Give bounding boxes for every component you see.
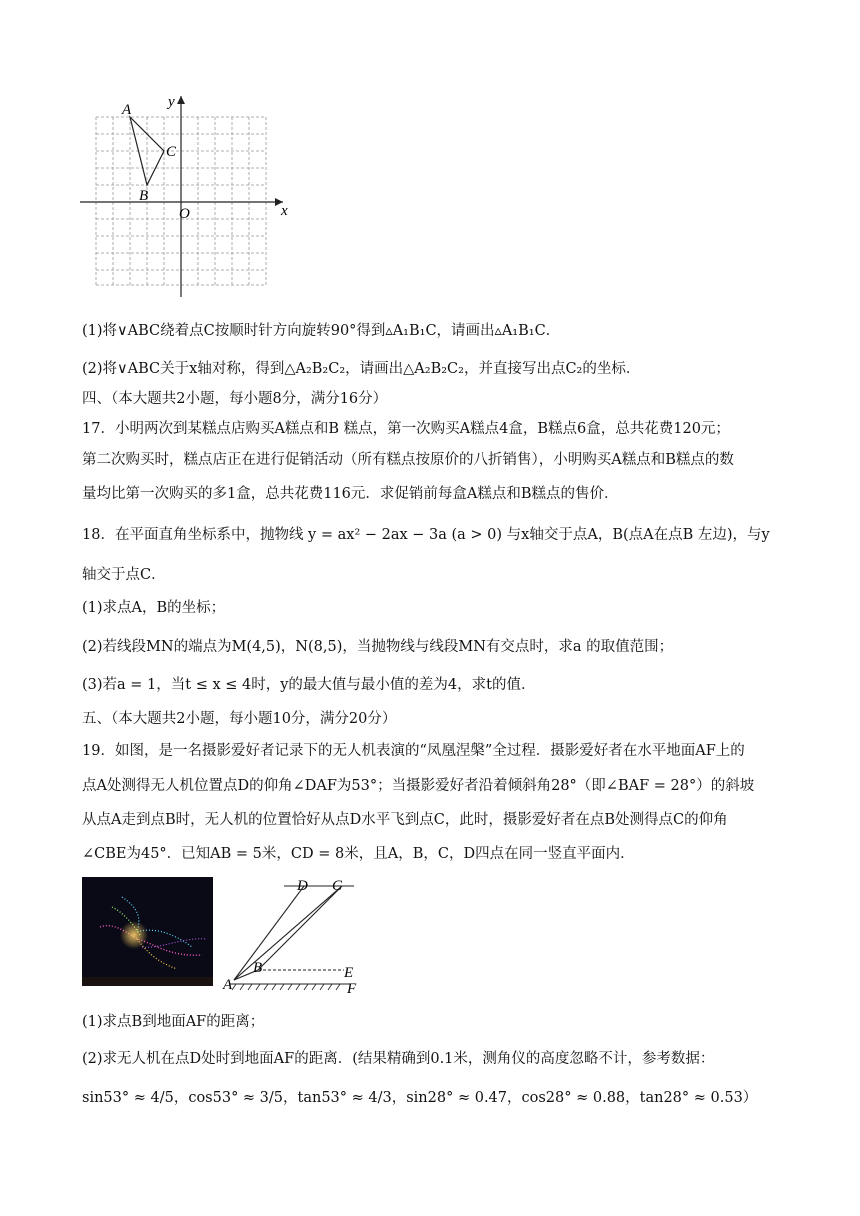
grid-label-B: B <box>139 188 149 204</box>
q19-part2: (2)求无人机在点D处时到地面AF的距离．(结果精确到0.1米，测角仪的高度忽略不计，参考数据： <box>82 1051 715 1067</box>
drone-phoenix-photo <box>82 877 213 986</box>
q17-line1: 17．小明两次到某糕点店购买A糕点和B 糕点，第一次购买A糕点4盒，B糕点6盒，总共花费120元； <box>82 421 730 437</box>
section-5-heading: 五、（本大题共2小题，每小题10分，满分20分） <box>82 711 397 727</box>
q17-line3: 量均比第一次购买的多1盒，总共花费116元．求促销前每盒A糕点和B糕点的售价． <box>82 486 619 502</box>
section-4-heading: 四、（本大题共2小题，每小题8分，满分16分） <box>82 391 388 407</box>
slope-label-D: D <box>297 878 308 894</box>
grid-label-x: x <box>281 203 288 219</box>
q18-part3: (3)若a = 1，当t ≤ x ≤ 4时，y的最大值与最小值的差为4，求t的值． <box>82 677 536 693</box>
q19-line4: ∠CBE为45°．已知AB = 5米，CD = 8米，且A，B，C，D四点在同一竖直平面内． <box>82 846 635 862</box>
q16-part2: (2)将∨ABC关于x轴对称，得到△A₂B₂C₂，请画出△A₂B₂C₂，并直接写出点C₂的坐标． <box>82 361 641 377</box>
q16-part1: (1)将∨ABC绕着点C按顺时针方向旋转90°得到▵A₁B₁C，请画出▵A₁B₁C． <box>82 323 561 339</box>
q18-part1: (1)求点A，B的坐标； <box>82 600 226 616</box>
q18-line1: 18．在平面直角坐标系中，抛物线 y = ax² − 2ax − 3a (a > 0) 与x轴交于点A，B(点A在点B 左边)，与y <box>82 527 770 543</box>
slope-label-F: F <box>347 981 357 997</box>
grid-label-C: C <box>166 144 177 160</box>
q19-reference-data: sin53° ≈ 4/5，cos53° ≈ 3/5，tan53° ≈ 4/3，sin28° ≈ 0.47，cos28° ≈ 0.88，tan28° ≈ 0.53） <box>82 1090 758 1106</box>
slope-drone-diagram <box>222 876 362 998</box>
slope-label-C: C <box>332 878 343 894</box>
grid-label-A: A <box>122 102 132 118</box>
grid-label-O: O <box>179 206 190 222</box>
grid-label-y: y <box>168 94 175 110</box>
q18-line2: 轴交于点C． <box>82 567 166 583</box>
q19-line3: 从点A走到点B时，无人机的位置恰好从点D水平飞到点C，此时，摄影爱好者在点B处测得点C的仰角 <box>82 812 728 828</box>
q19-part1: (1)求点B到地面AF的距离； <box>82 1014 265 1030</box>
slope-label-A: A <box>223 977 233 993</box>
slope-label-B: B <box>253 960 263 976</box>
q18-part2: (2)若线段MN的端点为M(4,5)，N(8,5)，当抛物线与线段MN有交点时，求a 的取值范围； <box>82 639 674 655</box>
q19-line1: 19．如图，是一名摄影爱好者记录下的无人机表演的“凤凰涅槃”全过程．摄影爱好者在水平地面AF上的 <box>82 743 745 759</box>
q17-line2: 第二次购买时，糕点店正在进行促销活动（所有糕点按原价的八折销售），小明购买A糕点和B糕点的数 <box>82 452 734 468</box>
coordinate-grid-figure <box>78 92 293 302</box>
q19-line2: 点A处测得无人机位置点D的仰角∠DAF为53°；当摄影爱好者沿着倾斜角28°（即∠BAF = 28°）的斜坡 <box>82 778 755 794</box>
slope-label-E: E <box>344 965 354 981</box>
